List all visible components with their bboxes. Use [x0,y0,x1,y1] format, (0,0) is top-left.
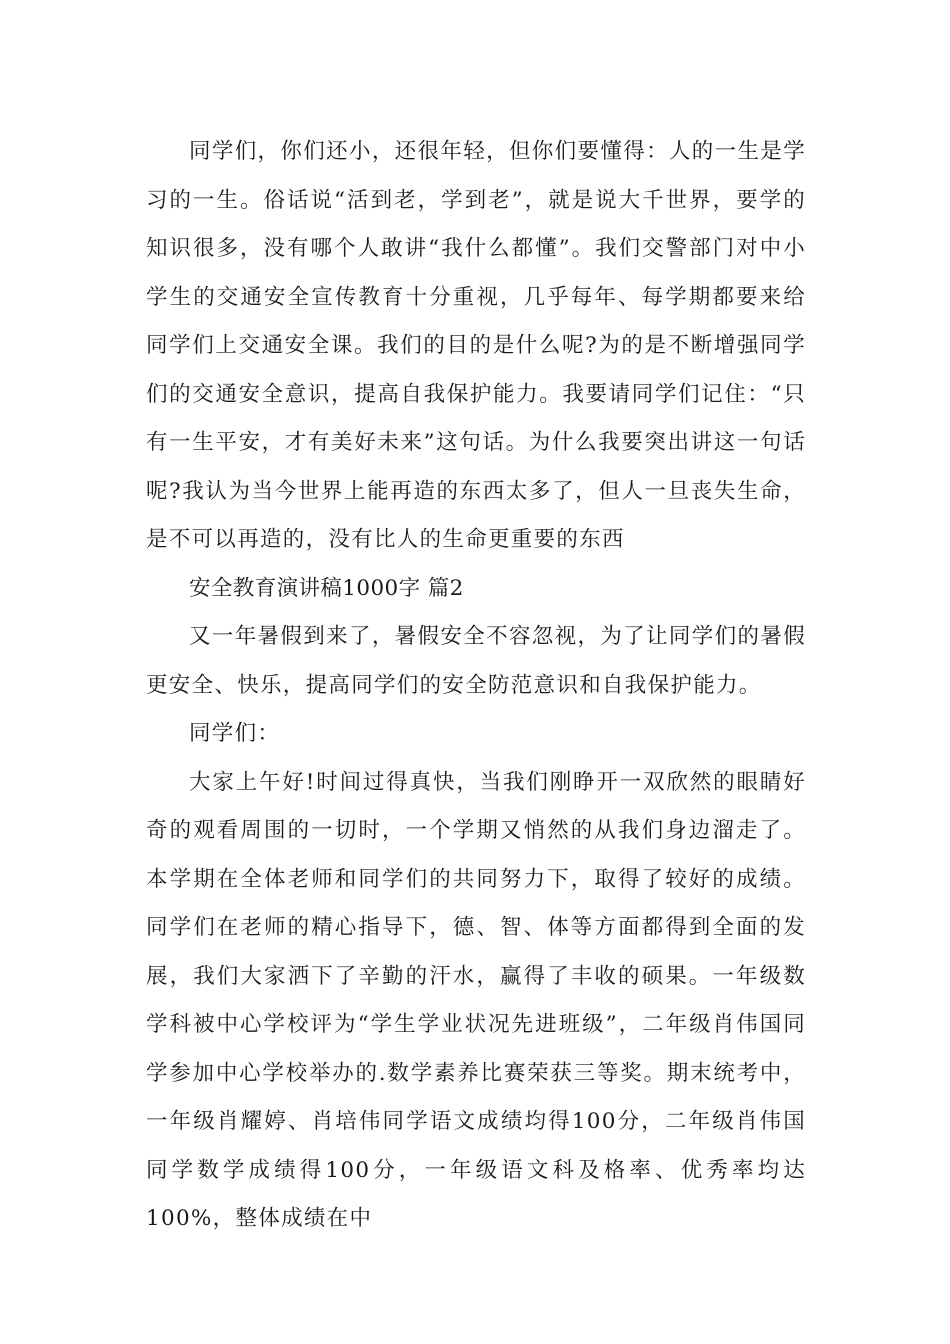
paragraph-life-long-learning: 同学们，你们还小，还很年轻，但你们要懂得：人的一生是学习的一生。俗话说“活到老，学到老”，就是说大千世界，要学的知识很多，没有哪个人敢讲“我什么都懂”。我们交警部门对中小学生的交通安全宣传教育十分重视，几乎每年、每学期都要来给同学们上交通安全课。我们的目的是什么呢?为的是不断增强同学们的交通安全意识，提高自我保护能力。我要请同学们记住：“只有一生平安，才有美好未来”这句话。为什么我要突出讲这一句话呢?我认为当今世界上能再造的东西太多了，但人一旦丧失生命，是不可以再造的，没有比人的生命更重要的东西 [146,139,806,552]
paragraph-salutation: 同学们： [189,721,281,746]
paragraph-semester-review: 大家上午好!时间过得真快，当我们刚睁开一双欣然的眼睛好奇的观看周围的一切时，一个学期又悄然的从我们身边溜走了。本学期在全体老师和同学们的共同努力下，取得了较好的成绩。同学们在老师的精心指导下，德、智、体等方面都得到全面的发展，我们大家洒下了辛勤的汗水，赢得了丰收的硕果。一年级数学科被中心学校评为“学生学业状况先进班级”，二年级肖伟国同学参加中心学校举办的.数学素养比赛荣获三等奖。期末统考中，一年级肖耀婷、肖培伟同学语文成绩均得100分，二年级肖伟国同学数学成绩得100分，一年级语文科及格率、优秀率均达100%，整体成绩在中 [146,769,806,1231]
section-heading: 安全教育演讲稿1000字 篇2 [189,575,464,601]
paragraph-summer-safety: 又一年暑假到来了，暑假安全不容忽视，为了让同学们的暑假更安全、快乐，提高同学们的安全防范意识和自我保护能力。 [146,624,806,698]
document-body [146,128,806,1244]
